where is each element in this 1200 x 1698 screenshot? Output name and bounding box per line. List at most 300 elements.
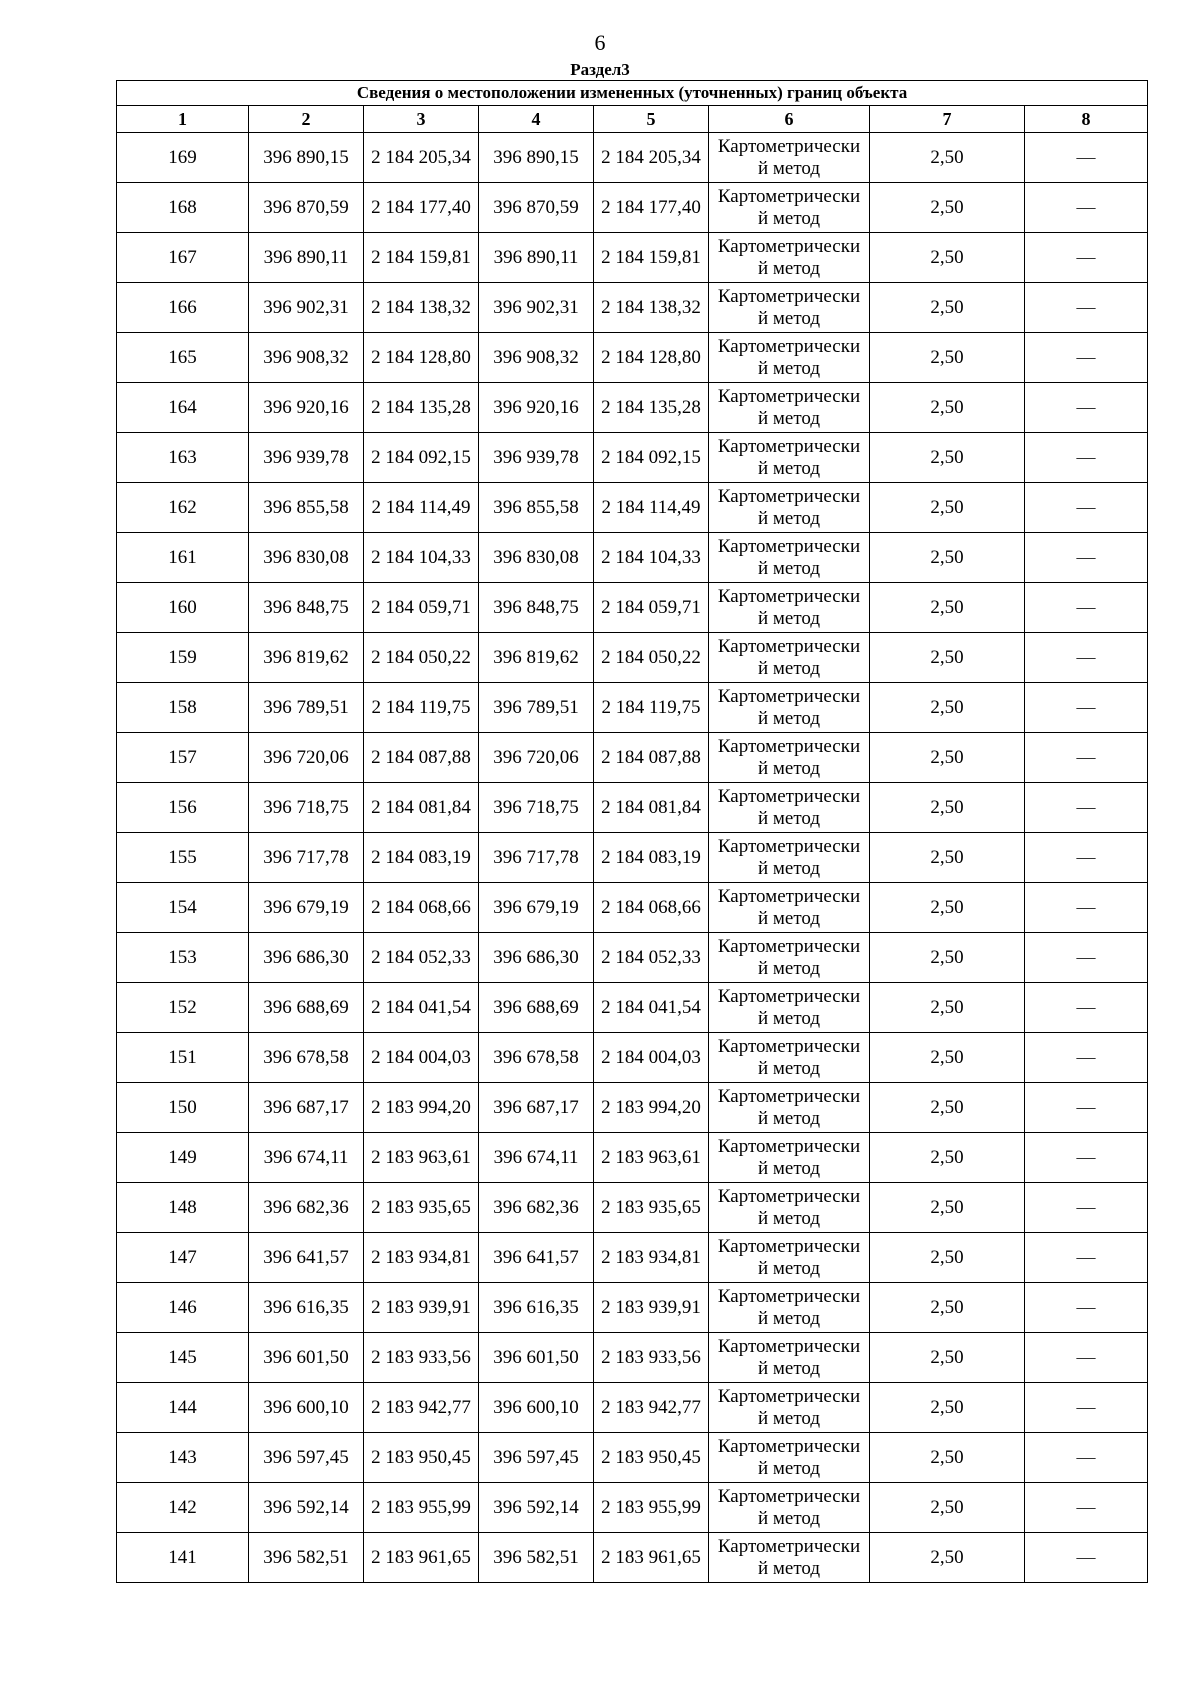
existing-y-cell: 2 184 092,15 — [364, 433, 479, 483]
refined-x-cell: 396 789,51 — [479, 683, 594, 733]
method-line-2: й метод — [757, 657, 821, 679]
method-cell — [709, 433, 870, 483]
accuracy-cell: 2,50 — [870, 1183, 1025, 1233]
method-line-1: Картометрически — [717, 735, 861, 757]
method-line-2: й метод — [757, 1257, 821, 1279]
description-cell: — — [1025, 583, 1148, 633]
accuracy-cell: 2,50 — [870, 1083, 1025, 1133]
existing-y-cell: 2 183 963,61 — [364, 1133, 479, 1183]
existing-y-cell: 2 183 961,65 — [364, 1533, 479, 1583]
existing-y-cell: 2 183 934,81 — [364, 1233, 479, 1283]
refined-y-cell: 2 183 963,61 — [594, 1133, 709, 1183]
description-cell: — — [1025, 133, 1148, 183]
existing-x-cell: 396 678,58 — [249, 1033, 364, 1083]
method-cell — [709, 1533, 870, 1583]
description-cell: — — [1025, 1483, 1148, 1533]
method-line-2: й метод — [757, 207, 821, 229]
method-line-2: й метод — [757, 1207, 821, 1229]
refined-x-cell: 396 720,06 — [479, 733, 594, 783]
existing-x-cell: 396 686,30 — [249, 933, 364, 983]
refined-x-cell: 396 679,19 — [479, 883, 594, 933]
refined-y-cell: 2 184 081,84 — [594, 783, 709, 833]
method-line-2: й метод — [757, 707, 821, 729]
column-number: 4 — [479, 106, 594, 133]
method-cell — [709, 183, 870, 233]
method-line-1: Картометрически — [717, 885, 861, 907]
table-row — [117, 133, 1148, 183]
point-number-cell: 166 — [117, 283, 249, 333]
table-row — [117, 1033, 1148, 1083]
refined-y-cell: 2 184 177,40 — [594, 183, 709, 233]
accuracy-cell: 2,50 — [870, 1283, 1025, 1333]
accuracy-cell: 2,50 — [870, 583, 1025, 633]
table-row — [117, 1483, 1148, 1533]
method-cell — [709, 1183, 870, 1233]
refined-x-cell: 396 687,17 — [479, 1083, 594, 1133]
point-number-cell: 143 — [117, 1433, 249, 1483]
refined-y-cell: 2 184 087,88 — [594, 733, 709, 783]
description-cell: — — [1025, 683, 1148, 733]
description-cell: — — [1025, 183, 1148, 233]
accuracy-cell: 2,50 — [870, 133, 1025, 183]
existing-x-cell: 396 600,10 — [249, 1383, 364, 1433]
refined-y-cell: 2 184 041,54 — [594, 983, 709, 1033]
description-cell: — — [1025, 783, 1148, 833]
method-line-2: й метод — [757, 907, 821, 929]
refined-y-cell: 2 184 004,03 — [594, 1033, 709, 1083]
refined-y-cell: 2 184 068,66 — [594, 883, 709, 933]
accuracy-cell: 2,50 — [870, 783, 1025, 833]
table-row — [117, 483, 1148, 533]
existing-x-cell: 396 616,35 — [249, 1283, 364, 1333]
method-line-2: й метод — [757, 1307, 821, 1329]
existing-y-cell: 2 184 104,33 — [364, 533, 479, 583]
accuracy-cell: 2,50 — [870, 1133, 1025, 1183]
method-line-2: й метод — [757, 1007, 821, 1029]
method-line-2: й метод — [757, 307, 821, 329]
refined-x-cell: 396 830,08 — [479, 533, 594, 583]
refined-y-cell: 2 184 050,22 — [594, 633, 709, 683]
existing-y-cell: 2 183 955,99 — [364, 1483, 479, 1533]
description-cell: — — [1025, 1033, 1148, 1083]
coordinates-table — [116, 80, 1148, 1583]
description-cell: — — [1025, 633, 1148, 683]
refined-y-cell: 2 184 138,32 — [594, 283, 709, 333]
method-line-2: й метод — [757, 407, 821, 429]
column-number: 8 — [1025, 106, 1148, 133]
method-line-1: Картометрически — [717, 685, 861, 707]
existing-x-cell: 396 920,16 — [249, 383, 364, 433]
method-line-1: Картометрически — [717, 285, 861, 307]
method-cell — [709, 1233, 870, 1283]
point-number-cell: 151 — [117, 1033, 249, 1083]
method-line-2: й метод — [757, 1557, 821, 1579]
description-cell: — — [1025, 383, 1148, 433]
existing-y-cell: 2 184 068,66 — [364, 883, 479, 933]
refined-y-cell: 2 184 128,80 — [594, 333, 709, 383]
table-row — [117, 1533, 1148, 1583]
existing-x-cell: 396 890,15 — [249, 133, 364, 183]
refined-y-cell: 2 184 205,34 — [594, 133, 709, 183]
existing-y-cell: 2 184 052,33 — [364, 933, 479, 983]
method-line-2: й метод — [757, 1107, 821, 1129]
accuracy-cell: 2,50 — [870, 1533, 1025, 1583]
method-line-1: Картометрически — [717, 935, 861, 957]
point-number-cell: 150 — [117, 1083, 249, 1133]
refined-x-cell: 396 682,36 — [479, 1183, 594, 1233]
method-line-2: й метод — [757, 757, 821, 779]
table-row — [117, 583, 1148, 633]
table-row — [117, 1283, 1148, 1333]
refined-y-cell: 2 184 135,28 — [594, 383, 709, 433]
accuracy-cell: 2,50 — [870, 233, 1025, 283]
table-row — [117, 533, 1148, 583]
refined-y-cell: 2 183 935,65 — [594, 1183, 709, 1233]
method-cell — [709, 833, 870, 883]
method-line-1: Картометрически — [717, 1285, 861, 1307]
refined-y-cell: 2 183 955,99 — [594, 1483, 709, 1533]
refined-x-cell: 396 848,75 — [479, 583, 594, 633]
point-number-cell: 156 — [117, 783, 249, 833]
existing-x-cell: 396 717,78 — [249, 833, 364, 883]
accuracy-cell: 2,50 — [870, 1383, 1025, 1433]
existing-x-cell: 396 890,11 — [249, 233, 364, 283]
method-cell — [709, 1083, 870, 1133]
method-cell — [709, 383, 870, 433]
method-line-2: й метод — [757, 1507, 821, 1529]
table-row — [117, 1383, 1148, 1433]
existing-y-cell: 2 183 939,91 — [364, 1283, 479, 1333]
table-row — [117, 333, 1148, 383]
column-number: 5 — [594, 106, 709, 133]
description-cell: — — [1025, 1433, 1148, 1483]
table-row — [117, 883, 1148, 933]
method-line-2: й метод — [757, 807, 821, 829]
method-cell — [709, 933, 870, 983]
existing-x-cell: 396 592,14 — [249, 1483, 364, 1533]
existing-x-cell: 396 830,08 — [249, 533, 364, 583]
table-row — [117, 833, 1148, 883]
point-number-cell: 165 — [117, 333, 249, 383]
description-cell: — — [1025, 233, 1148, 283]
method-cell — [709, 1033, 870, 1083]
existing-x-cell: 396 641,57 — [249, 1233, 364, 1283]
refined-y-cell: 2 183 942,77 — [594, 1383, 709, 1433]
existing-x-cell: 396 848,75 — [249, 583, 364, 633]
description-cell: — — [1025, 883, 1148, 933]
point-number-cell: 144 — [117, 1383, 249, 1433]
refined-x-cell: 396 686,30 — [479, 933, 594, 983]
refined-x-cell: 396 688,69 — [479, 983, 594, 1033]
method-line-1: Картометрически — [717, 335, 861, 357]
method-cell — [709, 1333, 870, 1383]
existing-y-cell: 2 183 942,77 — [364, 1383, 479, 1433]
existing-y-cell: 2 184 087,88 — [364, 733, 479, 783]
table-row — [117, 1433, 1148, 1483]
existing-x-cell: 396 679,19 — [249, 883, 364, 933]
refined-x-cell: 396 616,35 — [479, 1283, 594, 1333]
description-cell: — — [1025, 1283, 1148, 1333]
point-number-cell: 167 — [117, 233, 249, 283]
point-number-cell: 147 — [117, 1233, 249, 1283]
accuracy-cell: 2,50 — [870, 183, 1025, 233]
method-line-2: й метод — [757, 857, 821, 879]
accuracy-cell: 2,50 — [870, 983, 1025, 1033]
method-line-2: й метод — [757, 357, 821, 379]
refined-x-cell: 396 592,14 — [479, 1483, 594, 1533]
accuracy-cell: 2,50 — [870, 1433, 1025, 1483]
accuracy-cell: 2,50 — [870, 283, 1025, 333]
table-row — [117, 733, 1148, 783]
refined-x-cell: 396 641,57 — [479, 1233, 594, 1283]
accuracy-cell: 2,50 — [870, 1033, 1025, 1083]
refined-y-cell: 2 183 950,45 — [594, 1433, 709, 1483]
refined-y-cell: 2 184 092,15 — [594, 433, 709, 483]
point-number-cell: 168 — [117, 183, 249, 233]
method-line-1: Картометрически — [717, 1385, 861, 1407]
table-row — [117, 1233, 1148, 1283]
method-line-2: й метод — [757, 257, 821, 279]
method-line-1: Картометрически — [717, 1435, 861, 1457]
description-cell: — — [1025, 733, 1148, 783]
existing-y-cell: 2 184 205,34 — [364, 133, 479, 183]
column-number: 2 — [249, 106, 364, 133]
accuracy-cell: 2,50 — [870, 1483, 1025, 1533]
existing-y-cell: 2 183 933,56 — [364, 1333, 479, 1383]
point-number-cell: 169 — [117, 133, 249, 183]
existing-x-cell: 396 720,06 — [249, 733, 364, 783]
existing-x-cell: 396 939,78 — [249, 433, 364, 483]
existing-y-cell: 2 184 135,28 — [364, 383, 479, 433]
point-number-cell: 152 — [117, 983, 249, 1033]
existing-y-cell: 2 184 050,22 — [364, 633, 479, 683]
refined-x-cell: 396 718,75 — [479, 783, 594, 833]
description-cell: — — [1025, 1133, 1148, 1183]
method-cell — [709, 783, 870, 833]
refined-y-cell: 2 183 939,91 — [594, 1283, 709, 1333]
method-line-1: Картометрически — [717, 535, 861, 557]
refined-x-cell: 396 678,58 — [479, 1033, 594, 1083]
method-line-1: Картометрически — [717, 785, 861, 807]
accuracy-cell: 2,50 — [870, 1333, 1025, 1383]
method-cell — [709, 1133, 870, 1183]
existing-x-cell: 396 855,58 — [249, 483, 364, 533]
existing-y-cell: 2 184 004,03 — [364, 1033, 479, 1083]
method-cell — [709, 1483, 870, 1533]
existing-y-cell: 2 184 128,80 — [364, 333, 479, 383]
existing-x-cell: 396 674,11 — [249, 1133, 364, 1183]
point-number-cell: 154 — [117, 883, 249, 933]
existing-y-cell: 2 184 114,49 — [364, 483, 479, 533]
column-number: 3 — [364, 106, 479, 133]
table-row — [117, 283, 1148, 333]
accuracy-cell: 2,50 — [870, 433, 1025, 483]
table-row — [117, 1133, 1148, 1183]
description-cell: — — [1025, 1183, 1148, 1233]
method-cell — [709, 483, 870, 533]
existing-y-cell: 2 184 081,84 — [364, 783, 479, 833]
existing-y-cell: 2 184 041,54 — [364, 983, 479, 1033]
method-cell — [709, 683, 870, 733]
method-line-2: й метод — [757, 1407, 821, 1429]
refined-x-cell: 396 601,50 — [479, 1333, 594, 1383]
method-cell — [709, 283, 870, 333]
refined-x-cell: 396 890,11 — [479, 233, 594, 283]
method-line-2: й метод — [757, 557, 821, 579]
refined-x-cell: 396 674,11 — [479, 1133, 594, 1183]
existing-x-cell: 396 718,75 — [249, 783, 364, 833]
refined-x-cell: 396 908,32 — [479, 333, 594, 383]
table-row — [117, 233, 1148, 283]
method-line-2: й метод — [757, 157, 821, 179]
description-cell: — — [1025, 1383, 1148, 1433]
refined-x-cell: 396 600,10 — [479, 1383, 594, 1433]
table-row — [117, 983, 1148, 1033]
accuracy-cell: 2,50 — [870, 483, 1025, 533]
refined-x-cell: 396 939,78 — [479, 433, 594, 483]
point-number-cell: 159 — [117, 633, 249, 683]
point-number-cell: 155 — [117, 833, 249, 883]
point-number-cell: 141 — [117, 1533, 249, 1583]
method-cell — [709, 883, 870, 933]
method-line-1: Картометрически — [717, 1185, 861, 1207]
method-line-1: Картометрически — [717, 385, 861, 407]
method-cell — [709, 233, 870, 283]
existing-y-cell: 2 183 950,45 — [364, 1433, 479, 1483]
method-line-2: й метод — [757, 1157, 821, 1179]
existing-y-cell: 2 184 177,40 — [364, 183, 479, 233]
method-line-1: Картометрически — [717, 1135, 861, 1157]
existing-x-cell: 396 601,50 — [249, 1333, 364, 1383]
accuracy-cell: 2,50 — [870, 733, 1025, 783]
existing-y-cell: 2 184 138,32 — [364, 283, 479, 333]
refined-x-cell: 396 597,45 — [479, 1433, 594, 1483]
description-cell: — — [1025, 1333, 1148, 1383]
description-cell: — — [1025, 983, 1148, 1033]
table-row — [117, 383, 1148, 433]
existing-x-cell: 396 682,36 — [249, 1183, 364, 1233]
refined-x-cell: 396 920,16 — [479, 383, 594, 433]
table-row — [117, 433, 1148, 483]
method-cell — [709, 133, 870, 183]
refined-x-cell: 396 855,58 — [479, 483, 594, 533]
table-row — [117, 1083, 1148, 1133]
method-cell — [709, 633, 870, 683]
accuracy-cell: 2,50 — [870, 933, 1025, 983]
existing-x-cell: 396 687,17 — [249, 1083, 364, 1133]
existing-x-cell: 396 902,31 — [249, 283, 364, 333]
method-line-1: Картометрически — [717, 135, 861, 157]
method-line-2: й метод — [757, 1057, 821, 1079]
accuracy-cell: 2,50 — [870, 333, 1025, 383]
refined-y-cell: 2 183 961,65 — [594, 1533, 709, 1583]
method-line-1: Картометрически — [717, 1335, 861, 1357]
description-cell: — — [1025, 333, 1148, 383]
point-number-cell: 160 — [117, 583, 249, 633]
refined-x-cell: 396 819,62 — [479, 633, 594, 683]
table-body — [117, 133, 1148, 1583]
existing-y-cell: 2 184 059,71 — [364, 583, 479, 633]
refined-y-cell: 2 184 104,33 — [594, 533, 709, 583]
table-row — [117, 783, 1148, 833]
method-line-1: Картометрически — [717, 1035, 861, 1057]
existing-y-cell: 2 184 083,19 — [364, 833, 479, 883]
method-line-1: Картометрически — [717, 835, 861, 857]
refined-y-cell: 2 183 934,81 — [594, 1233, 709, 1283]
accuracy-cell: 2,50 — [870, 383, 1025, 433]
refined-y-cell: 2 183 933,56 — [594, 1333, 709, 1383]
refined-y-cell: 2 184 159,81 — [594, 233, 709, 283]
refined-x-cell: 396 902,31 — [479, 283, 594, 333]
refined-y-cell: 2 183 994,20 — [594, 1083, 709, 1133]
method-cell — [709, 333, 870, 383]
point-number-cell: 148 — [117, 1183, 249, 1233]
accuracy-cell: 2,50 — [870, 633, 1025, 683]
table-row — [117, 1333, 1148, 1383]
description-cell: — — [1025, 433, 1148, 483]
accuracy-cell: 2,50 — [870, 1233, 1025, 1283]
point-number-cell: 149 — [117, 1133, 249, 1183]
method-cell — [709, 1433, 870, 1483]
description-cell: — — [1025, 283, 1148, 333]
refined-x-cell: 396 717,78 — [479, 833, 594, 883]
table-row — [117, 183, 1148, 233]
method-line-1: Картометрически — [717, 485, 861, 507]
accuracy-cell: 2,50 — [870, 683, 1025, 733]
method-cell — [709, 1383, 870, 1433]
point-number-cell: 162 — [117, 483, 249, 533]
description-cell: — — [1025, 1083, 1148, 1133]
table-row — [117, 683, 1148, 733]
method-cell — [709, 1283, 870, 1333]
existing-x-cell: 396 789,51 — [249, 683, 364, 733]
point-number-cell: 157 — [117, 733, 249, 783]
existing-y-cell: 2 184 159,81 — [364, 233, 479, 283]
page-number: 6 — [594, 30, 606, 55]
method-cell — [709, 583, 870, 633]
column-number-row — [117, 106, 1148, 133]
refined-y-cell: 2 184 119,75 — [594, 683, 709, 733]
method-line-2: й метод — [757, 507, 821, 529]
existing-y-cell: 2 184 119,75 — [364, 683, 479, 733]
existing-x-cell: 396 582,51 — [249, 1533, 364, 1583]
method-line-1: Картометрически — [717, 635, 861, 657]
method-line-2: й метод — [757, 457, 821, 479]
table-caption-row — [117, 81, 1148, 106]
existing-x-cell: 396 870,59 — [249, 183, 364, 233]
accuracy-cell: 2,50 — [870, 833, 1025, 883]
method-line-1: Картометрически — [717, 1085, 861, 1107]
column-number: 1 — [117, 106, 249, 133]
description-cell: — — [1025, 1533, 1148, 1583]
description-cell: — — [1025, 483, 1148, 533]
description-cell: — — [1025, 1233, 1148, 1283]
method-line-1: Картометрически — [717, 435, 861, 457]
point-number-cell: 163 — [117, 433, 249, 483]
refined-y-cell: 2 184 059,71 — [594, 583, 709, 633]
point-number-cell: 146 — [117, 1283, 249, 1333]
method-line-1: Картометрически — [717, 985, 861, 1007]
method-line-1: Картометрически — [717, 1535, 861, 1557]
section-title: Раздел3 — [570, 60, 630, 79]
method-line-1: Картометрически — [717, 235, 861, 257]
method-line-2: й метод — [757, 1357, 821, 1379]
existing-x-cell: 396 688,69 — [249, 983, 364, 1033]
column-number: 7 — [870, 106, 1025, 133]
existing-x-cell: 396 597,45 — [249, 1433, 364, 1483]
existing-x-cell: 396 819,62 — [249, 633, 364, 683]
description-cell: — — [1025, 933, 1148, 983]
